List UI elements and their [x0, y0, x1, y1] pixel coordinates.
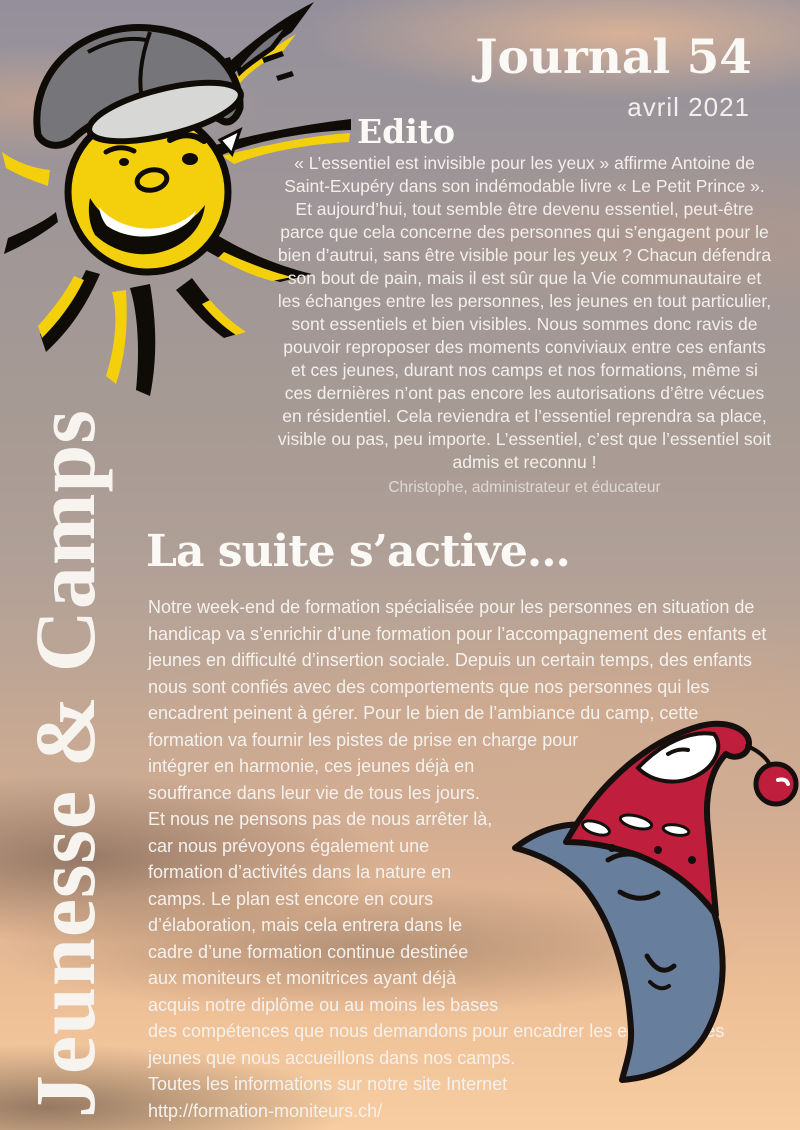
article-paragraph-1: Notre week-end de formation spécialisée pour les personnes en situation de handicap va s’enrichir d’une formation pour l’accompagnement des enfants et jeunes en difficulté d’insertion sociale. Depuis un certain temps, des enfants nous sont confiés avec des comportements que nos personnes qui les encadrent peinent à gérer. Pour le bien de l’ambiance du camp, cette formation va fournir les pistes de prise en charge pour intégrer en harmonie, ces jeunes déjà en souffrance dans leur vie de tous les jours.	[148, 597, 767, 803]
article-paragraph-2: Et nous ne pensons pas de nous arrêter là, car nous prévoyons également une formation d’activités dans la nature en camps. Le plan est encore en cours d’élaboration, mais cela entrera dans le cadre d’une formation continue destinée aux moniteurs et monitrices ayant déjà acquis notre diplôme ou au moins les bases des compétences que nous demandons pour encadrer les enfants et les jeunes que nous accueillons dans nos camps.	[148, 809, 725, 1068]
article-heading: La suite s’active...	[146, 526, 570, 577]
brand-vertical-title: Jeunesse & Camps	[17, 409, 113, 1118]
moon-mascot-illustration	[500, 710, 800, 1100]
edito-body-text: « L’essentiel est invisible pour les yeux » affirme Antoine de Saint-Exupéry dans son indémodable livre « Le Petit Prince ». Et aujourd’hui, tout semble être devenu essentiel, peut-être parce que cela concerne des personnes qui s’engagent pour le bien d’autrui, sans être visible pour les yeux ? Chacun défendra son bout de pain, mais il est sûr que la Vie communautaire et les échanges entre les personnes, les jeunes en tout particulier, sont essentiels et bien visibles. Nous sommes donc ravis de pouvoir reproposer des moments conviviaux entre ces enfants et ces jeunes, durant nos camps et nos formations, même si ces dernières n’ont pas encore les autorisations d’être vécues en résidentiel. Cela reviendra et l’essentiel reprendra sa place, visible ou pas, peu importe. L’essentiel, c’est que l’essentiel soit admis et reconnu !	[277, 153, 772, 472]
edito-heading: Edito	[357, 112, 456, 151]
journal-title: Journal 54	[475, 30, 752, 85]
site-url-link[interactable]: http://formation-moniteurs.ch/	[148, 1100, 383, 1121]
edito-section	[277, 152, 772, 499]
journal-issue-date: avril 2021	[627, 92, 750, 122]
edito-signature: Christophe, administrateur et éducateur	[388, 479, 661, 496]
site-info-text: Toutes les informations sur notre site Internet	[148, 1074, 508, 1094]
